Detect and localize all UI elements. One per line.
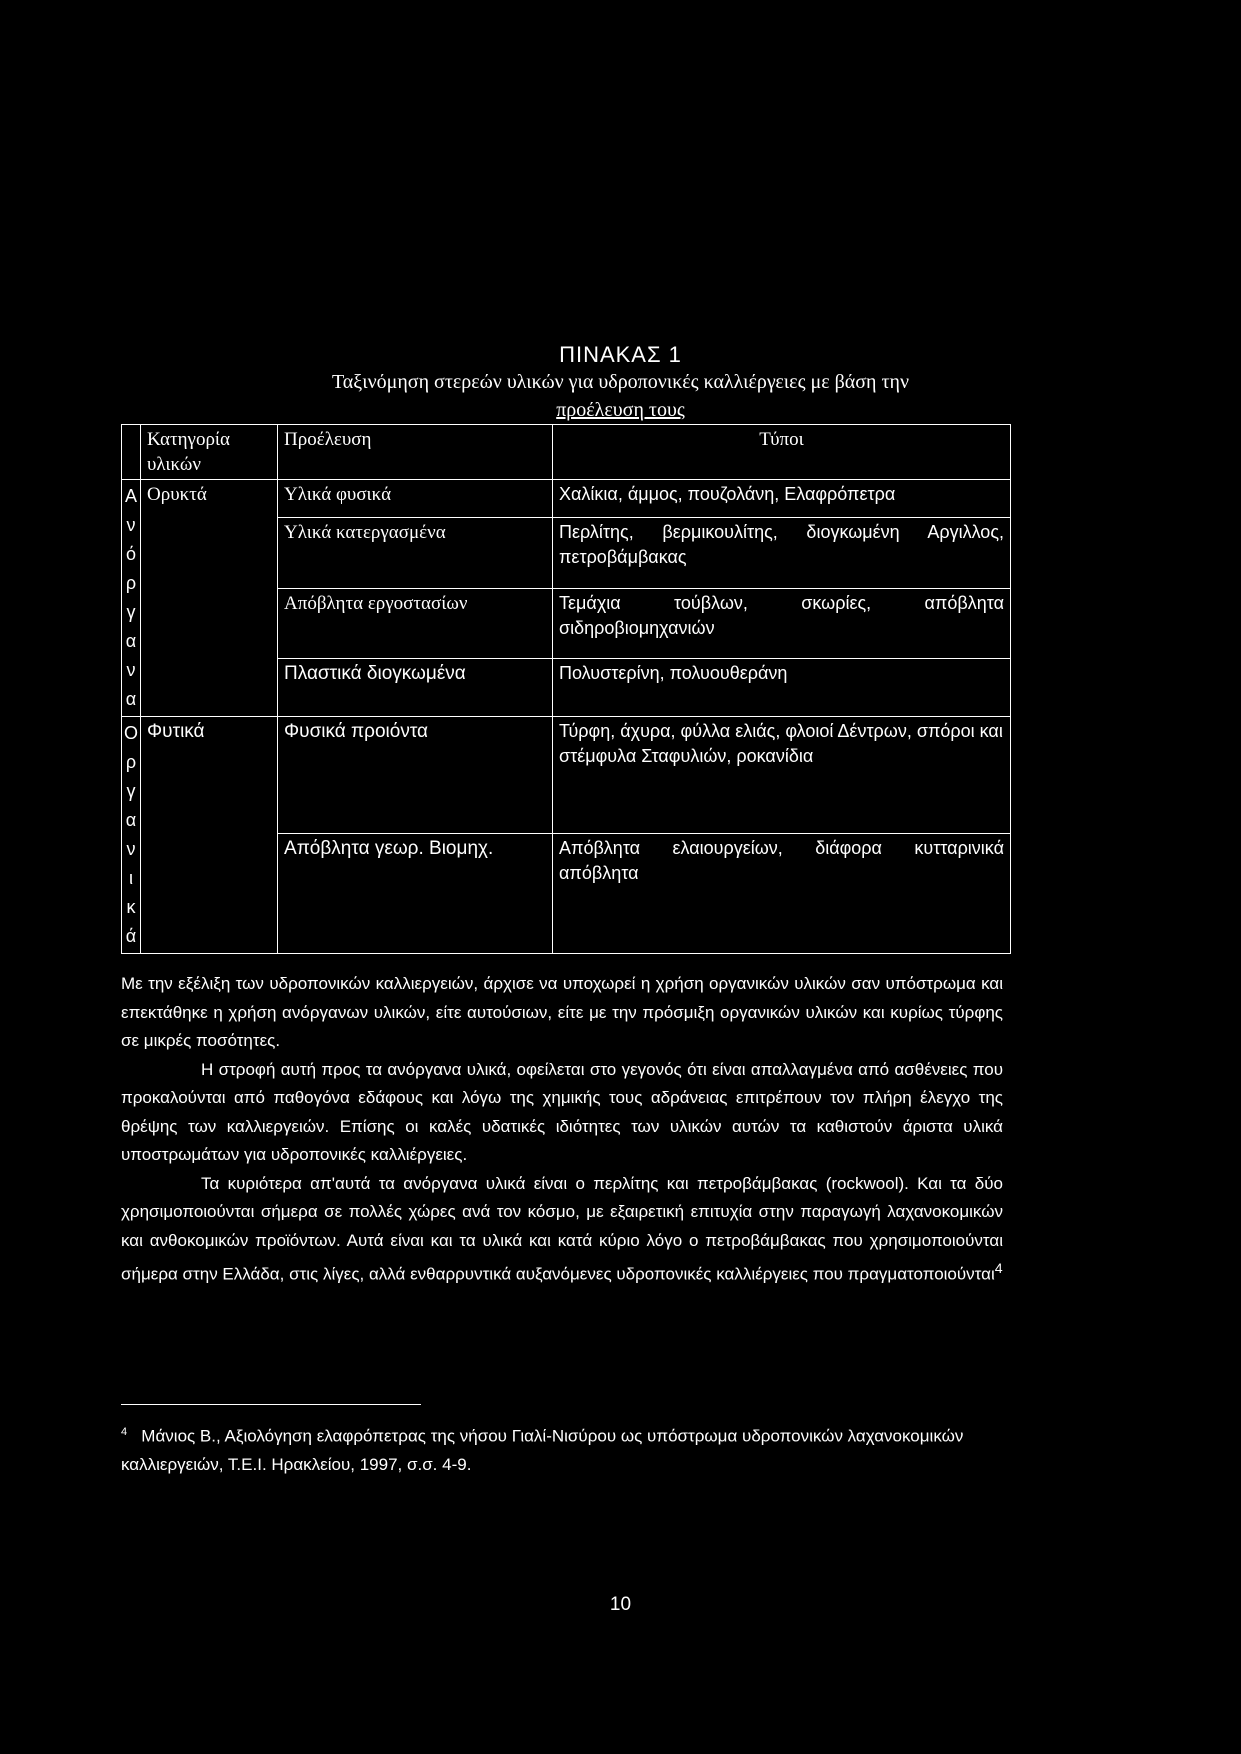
table-row — [122, 717, 1011, 834]
header-origin: Προέλευση — [278, 425, 553, 480]
page-number: 10 — [609, 1594, 632, 1615]
side-letter: α — [125, 689, 137, 709]
cell-origin: Απόβλητα γεωρ. Βιομηχ. — [278, 834, 553, 954]
footnote — [121, 1418, 1003, 1479]
table-subtitle-line1: Ταξινόμηση στερεών υλικών για υδροπονικές καλλιέργειες με βάση την — [331, 371, 910, 393]
cell-origin: Απόβλητα εργοστασίων — [278, 588, 553, 658]
table-row — [122, 480, 1011, 518]
side-letter: ρ — [125, 752, 137, 772]
cell-types: Τύρφη, άχυρα, φύλλα ελιάς, φλοιοί Δέντρων, σπόροι και στέμφυλα Σταφυλιών, ροκανίδια — [553, 717, 1011, 834]
cell-origin: Πλαστικά διογκωμένα — [278, 659, 553, 717]
side-letter: ρ — [125, 573, 137, 593]
cell-origin: Υλικά κατεργασμένα — [278, 518, 553, 588]
side-letter: ό — [126, 544, 137, 564]
classification-table — [121, 424, 1011, 954]
side-letter: ι — [129, 868, 133, 888]
cell-types: Τεμάχια τούβλων, σκωρίες, απόβλητα σιδηροβιομηχανιών — [553, 588, 1011, 658]
header-types: Τύποι — [553, 425, 1011, 480]
side-letter: ν — [126, 839, 136, 859]
side-letter: α — [125, 631, 137, 651]
paragraph — [121, 1170, 1003, 1290]
cell-types: Περλίτης, βερμικουλίτης, διογκωμένη Αργιλλος, πετροβάμβακας — [553, 518, 1011, 588]
cell-category: Ορυκτά — [141, 480, 278, 717]
footnote-number: 4 — [121, 1426, 128, 1438]
side-letter: γ — [126, 602, 136, 622]
group-label-anorganic — [122, 480, 141, 717]
cell-origin: Φυσικά προιόντα — [278, 717, 553, 834]
footnote-divider — [121, 1404, 421, 1405]
body-text — [121, 970, 1003, 1289]
paragraph: Η στροφή αυτή προς τα ανόργανα υλικά, οφείλεται στο γεγονός ότι είναι απαλλαγμένα από ασθένειες που προκαλούνται από παθογόνα εδάφους και λόγω της χημικής τους αδράνειας επιτρέπουν τον πλήρη έλεγχο της θρέψης των καλλιεργειών. Επίσης οι καλές υδατικές ιδιότητες των υλικών αυτών τα καθιστούν άριστα υλικά υποστρωμάτων για υδροπονικές καλλιέργειες. — [121, 1059, 1003, 1164]
header-blank-cell — [122, 425, 141, 480]
cell-category: Φυτικά — [141, 717, 278, 954]
table-title: ΠΙΝΑΚΑΣ 1 — [559, 342, 682, 367]
footnote-reference: 4 — [994, 1261, 1003, 1277]
side-letter: ά — [125, 926, 137, 946]
table-subtitle-line2: προέλευση τους — [556, 399, 685, 421]
group-label-organic — [122, 717, 141, 954]
side-letter: Α — [125, 486, 138, 506]
cell-types: Απόβλητα ελαιουργείων, διάφορα κυτταρινικά απόβλητα — [553, 834, 1011, 954]
side-letter: α — [125, 810, 137, 830]
side-letter: ν — [126, 515, 136, 535]
cell-types: Πολυστερίνη, πολυουθεράνη — [553, 659, 1011, 717]
table-header-row — [122, 425, 1011, 480]
paragraph: Με την εξέλιξη των υδροπονικών καλλιεργειών, άρχισε να υποχωρεί η χρήση οργανικών υλικών σαν υπόστρωμα και επεκτάθηκε η χρήση ανόργανων υλικών, είτε αυτούσιων, είτε με την πρόσμιξη οργανικών υλικών και κυρίως τύρφης σε μικρές ποσότητες. — [121, 974, 1003, 1050]
side-letter: κ — [126, 897, 136, 917]
side-letter: γ — [126, 781, 136, 801]
cell-types: Χαλίκια, άμμος, πουζολάνη, Ελαφρόπετρα — [553, 480, 1011, 518]
side-letter: Ο — [124, 723, 139, 743]
footnote-text: Αξιολόγηση ελαφρόπετρας της νήσου Γιαλί-Νισύρου ως υπόστρωμα υδροπονικών λαχανοκομικών καλλιεργειών, Τ.Ε.Ι. Ηρακλείου, 1997, σ.σ. 4-9. — [121, 1426, 964, 1474]
paragraph-text: Τα κυριότερα απ'αυτά τα ανόργανα υλικά είναι ο περλίτης και πετροβάμβακας (rockwool). Και τα δύο χρησιμοποιούνται σήμερα σε πολλές χώρες ανά τον κόσμο, με εξαιρετική επιτυχία στην παραγωγή λαχανοκομικών και ανθοκομικών προϊόντων. Αυτά είναι και τα υλικά και κατά κύριο λόγο ο πετροβάμβακας που χρησιμοποιούνται σήμερα στην Ελλάδα, στις λίγες, αλλά ενθαρρυντικά αυξανόμενες υδροπονικές καλλιέργειες που πραγματοποιούνται — [121, 1173, 1003, 1284]
header-category: Κατηγορία υλικών — [141, 425, 278, 480]
cell-origin: Υλικά φυσικά — [278, 480, 553, 518]
footnote-author: Μάνιος Β., — [141, 1426, 221, 1446]
side-letter: ν — [126, 660, 136, 680]
